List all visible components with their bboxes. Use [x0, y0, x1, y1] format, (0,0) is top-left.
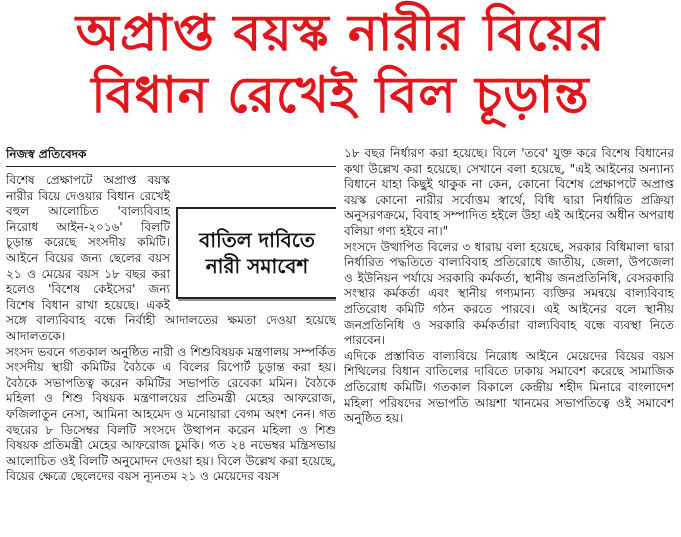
byline: নিজস্ব প্রতিবেদক [6, 147, 87, 161]
article-paragraph: সংসদ ভবনে গতকাল অনুষ্ঠিত নারী ও শিশুবিষয়ক মন্ত্রণালয় সম্পর্কিত সংসদীয় স্থায়ী কমিটির বৈঠকে এ বিলের রিপোর্ট চূড়ান্ত করা হয়। বৈঠকে সভাপতিত্ব করেন কমিটির সভাপতি রেবেকা মমিন। বৈঠকে মহিলা ও শিশু বিষয়ক মন্ত্রণালয়ের প্রতিমন্ত্রী মেহের আফরোজ, ফজিলাতুন নেসা, আমিনা আহমেদ ও মনোয়ারা বেগম অংশ নেন। গত বছরের ৮ ডিসেম্বর বিলটি সংসদে উত্থাপন করেন মহিলা ও শিশু বিষয়ক প্রতিমন্ত্রী মেহের আফরোজ চুমকি। গত ২৪ নভেম্বর মন্ত্রিসভায় আলোচিত ওই বিলটি অনুমোদন দেওয়া হয়। বিলে উল্লেখ করা হয়েছে, বিয়ের ক্ষেত্রে ছেলেদের বয়স ন্যূনতম ২১ ও মেয়েদের বয়স [6, 344, 336, 484]
headline-line-2: বিধান রেখেই বিল চূড়ান্ত [91, 66, 590, 124]
headline-line-1: অপ্রাপ্ত বয়স্ক নারীর বিয়ের [75, 4, 606, 62]
article-column-right [344, 146, 674, 528]
article-paragraph: এদিকে প্রস্তাবিত বাল্যবিয়ে নিরোধ আইনে মেয়েদের বিয়ের বয়স শিথিলের বিধান বাতিলের দাবিতে ঢাকায় সমাবেশ করেছে সামাজিক প্রতিরোধ কমিটি। গতকাল বিকালে কেন্দ্রীয় শহীদ মিনারে বাংলাদেশ মহিলা পরিষদের সভাপতি আয়শা খানমের সভাপতিত্বে ওই সমাবেশ অনুষ্ঠিত হয়। [344, 348, 674, 426]
article-paragraph: বিশেষ প্রেক্ষাপটে অপ্রাপ্ত বয়স্ক নারীর বিয়ে দেওয়ার বিধান রেখেই বহুল আলোচিত 'বাল্যবিবাহ নিরোধ আইন-২০১৬' বিলটি চূড়ান্ত করেছে সংসদীয় কমিটি। আইনে বিয়ের জন্য ছেলের বয়স ২১ ও মেয়ের বয়স ১৮ বছর করা হলেও 'বিশেষ কেইসের' জন্য বিশেষ বিধান রাখা হয়েছে। একই সঙ্গে বাল্যবিবাহ বন্ধে নির্বাহী আদালতের ক্ষমতা দেওয়া হয়েছে আদালতকে। [6, 173, 336, 343]
callout-line-2: নারী সমাবেশ [205, 254, 309, 278]
callout-line-1: বাতিল দাবিতে [199, 228, 315, 252]
callout-box [176, 207, 336, 299]
article-column-left [6, 173, 336, 528]
byline-divider [6, 166, 336, 167]
article-paragraph: সংসদে উত্থাপিত বিলের ৩ ধারায় বলা হয়েছে, সরকার বিধিমালা দ্বারা নির্ধারিত পদ্ধতিতে বাল্যবিবাহ প্রতিরোধে জাতীয়, জেলা, উপজেলা ও ইউনিয়ন পর্যায়ে সরকারি কর্মকর্তা, স্থানীয় জনপ্রতিনিধি, বেসরকারি সংস্থার কর্মকর্তা এবং স্থানীয় গণ্যমান্য ব্যক্তির সমন্বয়ে বাল্যবিবাহ প্রতিরোধ কমিটি গঠন করতে পারবে। এই আইনের বলে স্থানীয় জনপ্রতিনিধি ও সরকারি কর্মকর্তারা বাল্যবিবাহ বন্ধে ব্যবস্থা নিতে পারবেন। [344, 239, 674, 348]
headline [0, 2, 681, 126]
article-paragraph: ১৮ বছর নির্ধারণ করা হয়েছে। বিলে 'তবে' যুক্ত করে বিশেষ বিধানের কথা উল্লেখ করা হয়েছে। সেখানে বলা হয়েছে, "এই আইনের অন্যান্য বিধানে যাহা কিছুই থাকুক না কেন, কোনো বিশেষ প্রেক্ষাপটে অপ্রাপ্ত বয়স্ক কোনো নারীর সর্বোত্তম স্বার্থে, বিধি দ্বারা নির্ধারিত প্রক্রিয়া অনুসরণক্রমে, বিবাহ সম্পাদিত হইলে উহা এই আইনের অধীন অপরাধ বলিয়া গণ্য হইবে না।" [344, 146, 674, 238]
